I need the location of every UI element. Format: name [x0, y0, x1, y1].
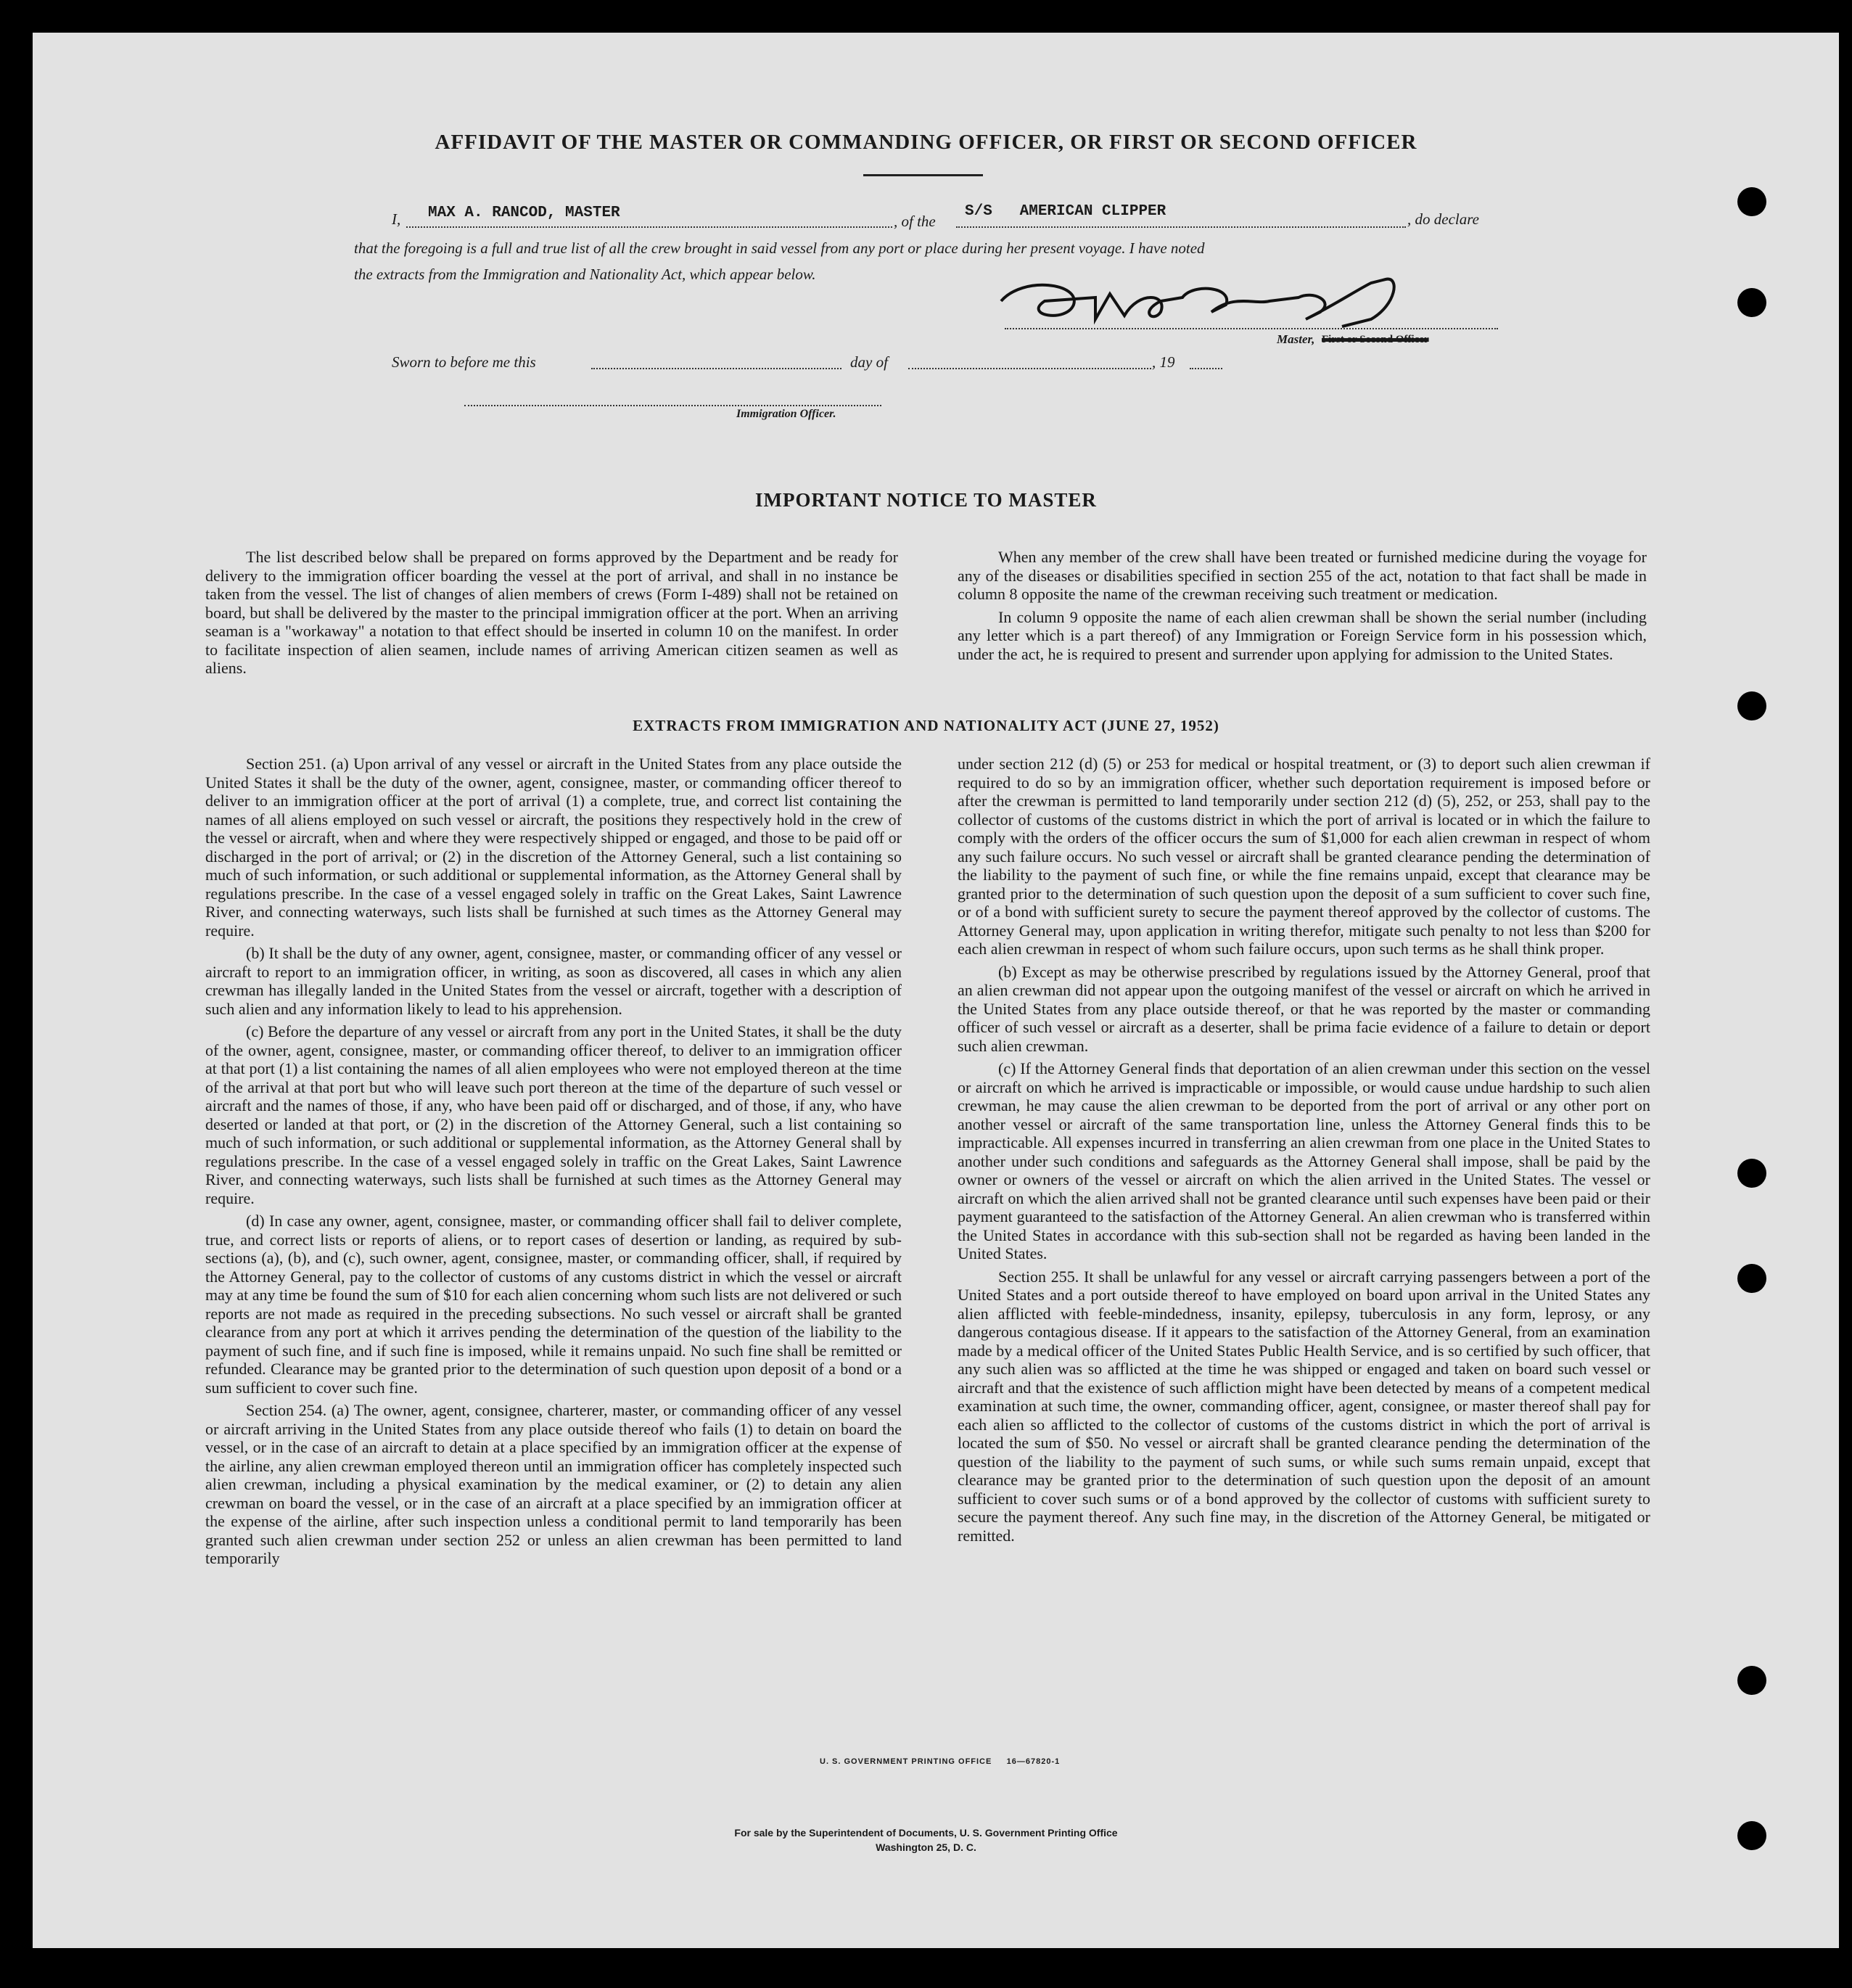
affidavit-title: AFFIDAVIT OF THE MASTER OR COMMANDING OFFICER, OR FIRST OR SECOND OFFICER: [435, 131, 1417, 154]
section-251-c: (c) Before the departure of any vessel or aircraft from any port in the United States, it shall be the duty of the owner, agent, consignee, master, or commanding officer thereof, to deliver to an immigration officer at that port (1) a list containing the names of all alien employees who were not employed thereon at the time of the arrival at that port but who will leave such port thereon at the time of the departure of such vessel or aircraft and the names of those, if any, who have been paid off or discharged, and of those, if any, who have deserted or landed at that port, or (2) in the discretion of the Attorney General, such a list containing so much of such information, or such additional or supplemental information, as the Attorney General shall by regulations prescribe. In the case of a vessel engaged solely in traffic on the Great Lakes, Saint Lawrence River, and connecting waterways, such lists shall be furnished at such times as the Attorney General may require.: [205, 1022, 902, 1207]
i-label: I,: [392, 210, 401, 228]
signer-title: Master,: [1277, 332, 1315, 346]
title-rule: [863, 174, 983, 176]
extracts-right-column: [958, 755, 1650, 1549]
for-sale-line-1: For sale by the Superintendent of Documents, U. S. Government Printing Office: [734, 1827, 1118, 1839]
sworn-month-line: [908, 368, 1151, 369]
declaration-line-1: that the foregoing is a full and true list of all the crew brought in said vessel from any port or place during her present voyage. I have noted: [354, 239, 1205, 257]
signature-line: [1005, 328, 1498, 329]
signer-title-struck: First or Second Officer: [1322, 334, 1429, 345]
master-name-line: [406, 226, 892, 228]
declaration-line-2: the extracts from the Immigration and Nationality Act, which appear below.: [354, 266, 816, 283]
sworn-day-line: [591, 368, 841, 369]
section-254-b: (b) Except as may be otherwise prescribed by regulations issued by the Attorney General, proof that an alien crewman did not appear upon the outgoing manifest of the vessel or aircraft on which he arrived in the United States from any place outside thereof, or that he was reported by the master or commanding officer of such vessel or aircraft as a deserter, shall be prima facie evidence of a failure to detain or deport such alien crewman.: [958, 962, 1650, 1055]
section-254-c: (c) If the Attorney General finds that deportation of an alien crewman under this section on the vessel or aircraft on which he arrived is impracticable or impossible, or would cause undue hardship to such alien crewman, he may cause the alien crewman to be deported from the port of arrival or any other port on another vessel or aircraft of the same transportation line, unless the Attorney General finds this to be impracticable. All expenses incurred in transferring an alien crewman from one place in the United States to another under such conditions and safeguards as the Attorney General shall impose, shall be paid by the owner or owners of the vessel or aircraft on which the alien arrived in the United States. The vessel or aircraft on which the alien arrived shall not be granted clearance until such expenses have been paid or their payment guaranteed to the satisfaction of the Attorney General. An alien crewman who is transferred within the United States in accordance with this sub-section shall not be regarded as having been landed in the United States.: [958, 1059, 1650, 1262]
punch-hole: [1737, 1264, 1766, 1293]
punch-hole: [1737, 1666, 1766, 1695]
notice-title: IMPORTANT NOTICE TO MASTER: [755, 489, 1097, 511]
of-the-label: , of the: [894, 213, 936, 230]
officer-label: Immigration Officer.: [736, 408, 836, 420]
master-name: MAX A. RANCOD, MASTER: [428, 205, 620, 221]
section-255: Section 255. It shall be unlawful for any vessel or aircraft carrying passengers between a port of the United States and a port outside thereof to have employed on board upon arrival in the United States any alien afflicted with feeble-mindedness, insanity, epilepsy, tuberculosis in any form, leprosy, or any dangerous contagious disease. If it appears to the satisfaction of the Attorney General, from an examination made by a medical officer of the United States Public Health Service, and is so certified by such officer, that any such alien was so afflicted at the time he was shipped or engaged and taken on board such vessel or aircraft and that the existence of such affliction might have been detected by means of a competent medical examination at such time, the owner, commanding officer, agent, consignee, or master thereof shall pay for each alien so afflicted to the collector of customs of the customs district in which the port of arrival is located the sum of $50. No vessel or aircraft shall be granted clearance pending the determination of the question of the liability to the payment of such sums, or while such sums remain unpaid, except that clearance may be granted prior to the determination of such question upon the deposit of an amount sufficient to cover such sums or of a bond approved by the collector of customs with sufficient surety to secure the payment thereof. Any such fine may, in the discretion of the Attorney General, be mitigated or remitted.: [958, 1267, 1650, 1545]
year-label: , 19: [1152, 353, 1175, 371]
section-251-d: (d) In case any owner, agent, consignee, master, or commanding officer shall fail to deliver complete, true, and correct lists or reports of aliens, or to report cases of desertion or landing, as required by sub-sections (a), (b), and (c), such owner, agent, consignee, master, or commanding officer, shall, if required by the Attorney General, pay to the collector of customs of any customs district in which the vessel or aircraft may at any time be found the sum of $10 for each alien concerning whom such lists are not delivered or such reports are not made as required in the preceding subsections. No such vessel or aircraft shall be granted clearance from any port at which it arrives pending the determination of the question of the liability to the payment of such fine, and if such fine is imposed, while it remains unpaid. No such fine shall be remitted or refunded. Clearance may be granted prior to the determination of such question upon deposit of a bond or a sum sufficient to cover such fine.: [205, 1212, 902, 1397]
officer-signature-line: [464, 405, 881, 406]
punch-hole: [1737, 288, 1766, 317]
year-line: [1190, 368, 1222, 369]
punch-hole: [1737, 691, 1766, 720]
section-251-a: Section 251. (a) Upon arrival of any vessel or aircraft in the United States from any place outside the United States it shall be the duty of the owner, agent, consignee, master, or commanding officer thereof to deliver to an immigration officer at the port of arrival (1) a complete, true, and correct list containing the names of all aliens employed on such vessel or aircraft, the positions they respectively hold in the crew of the vessel or aircraft, when and where they were respectively shipped or engaged, and those to be paid off or discharged in the port of arrival; or (2) in the discretion of the Attorney General, such a list containing so much of such information, or such additional or supplemental information, as the Attorney General shall by regulations prescribe. In the case of a vessel engaged solely in traffic on the Great Lakes, Saint Lawrence River, and connecting waterways, such lists shall be furnished at such times as the Attorney General may require.: [205, 755, 902, 940]
vessel-line: [956, 226, 1406, 228]
section-251-b: (b) It shall be the duty of any owner, agent, consignee, master, or commanding officer of any vessel or aircraft to report to an immigration officer, in writing, as soon as discovered, all cases in which any alien crewman has illegally landed in the United States from the vessel or aircraft, together with a description of such alien and any information likely to lead to his apprehension.: [205, 944, 902, 1018]
section-254-a-continued: under section 212 (d) (5) or 253 for medical or hospital treatment, or (3) to deport such alien crewman if required to do so by an immigration officer, whether such deportation requirement is imposed before or after the crewman is permitted to land temporarily under section 212 (d) (5), 252, or 253, shall pay to the collector of customs of the customs district in which the port of arrival is located or in which the failure to comply with the orders of the officer occurs the sum of $1,000 for each alien crewman in respect of whom any such failure occurs. No such vessel or aircraft shall be granted clearance pending the determination of the liability to the payment of such fine, or while the fine remains unpaid, except that clearance may be granted prior to the determination of such question upon the deposit of a sum sufficient to cover such fine, or of a bond with sufficient surety to secure the payment thereof approved by the collector of customs. The Attorney General may, upon application in writing therefor, mitigate such penalty to not less than $200 for each alien crewman in respect of whom such failure occurs, upon such terms as he shall think proper.: [958, 755, 1650, 958]
sworn-label: Sworn to before me this: [392, 353, 536, 371]
notice-left-paragraph: The list described below shall be prepared on forms approved by the Department and be ready for delivery to the immigration officer boarding the vessel at the port of arrival, and shall in no instance be taken from the vessel. The list of changes of alien members of crews (Form I-489) shall not be retained on board, but shall be delivered by the master to the principal immigration officer at the port. When an arriving seaman is a "workaway" a notation to that effect should be inserted in column 10 on the manifest. In order to facilitate inspection of alien seamen, include names of arriving American citizen seamen as well as aliens.: [205, 548, 898, 677]
punch-hole: [1737, 1159, 1766, 1188]
punch-hole: [1737, 1821, 1766, 1850]
punch-hole: [1737, 187, 1766, 216]
printing-office-imprint: U. S. GOVERNMENT PRINTING OFFICE 16—67820-1: [820, 1757, 1061, 1766]
extracts-left-column: [205, 755, 902, 1572]
notice-right-paragraph-1: When any member of the crew shall have been treated or furnished medicine during the voyage for any of the diseases or disabilities specified in section 255 of the act, notation to that fact shall be made in column 8 opposite the name of the crewman receiving such treatment or medication.: [958, 548, 1647, 603]
section-254-a: Section 254. (a) The owner, agent, consignee, charterer, master, or commanding officer of any vessel or aircraft arriving in the United States from any place outside thereof who fails (1) to detain on board the vessel, or in the case of an aircraft to detain at a place specified by an immigration officer at the expense of the airline, any alien crewman employed thereon until an immigration officer has completely inspected such alien crewman, including a physical examination by the medical examiner, or (2) to detain any alien crewman on board the vessel, or in the case of an aircraft at a place specified by an immigration officer at the expense of the airline, after such inspection unless a conditional permit to land temporarily has been granted such alien crewman under section 252 or unless an alien crewman has been permitted to land temporarily: [205, 1401, 902, 1567]
for-sale-line-2: Washington 25, D. C.: [876, 1841, 976, 1853]
notice-left-column: [205, 548, 898, 682]
vessel-name: S/S AMERICAN CLIPPER: [965, 203, 1166, 220]
extracts-title: EXTRACTS FROM IMMIGRATION AND NATIONALITY ACT (JUNE 27, 1952): [633, 717, 1219, 734]
day-of-label: day of: [850, 353, 888, 371]
notice-right-column: [958, 548, 1647, 668]
notice-right-paragraph-2: In column 9 opposite the name of each alien crewman shall be shown the serial number (including any letter which is a part thereof) of any Immigration or Foreign Service form in his possession which, under the act, he is required to present and surrender upon applying for admission to the United States.: [958, 607, 1647, 663]
do-declare-label: , do declare: [1407, 210, 1479, 228]
